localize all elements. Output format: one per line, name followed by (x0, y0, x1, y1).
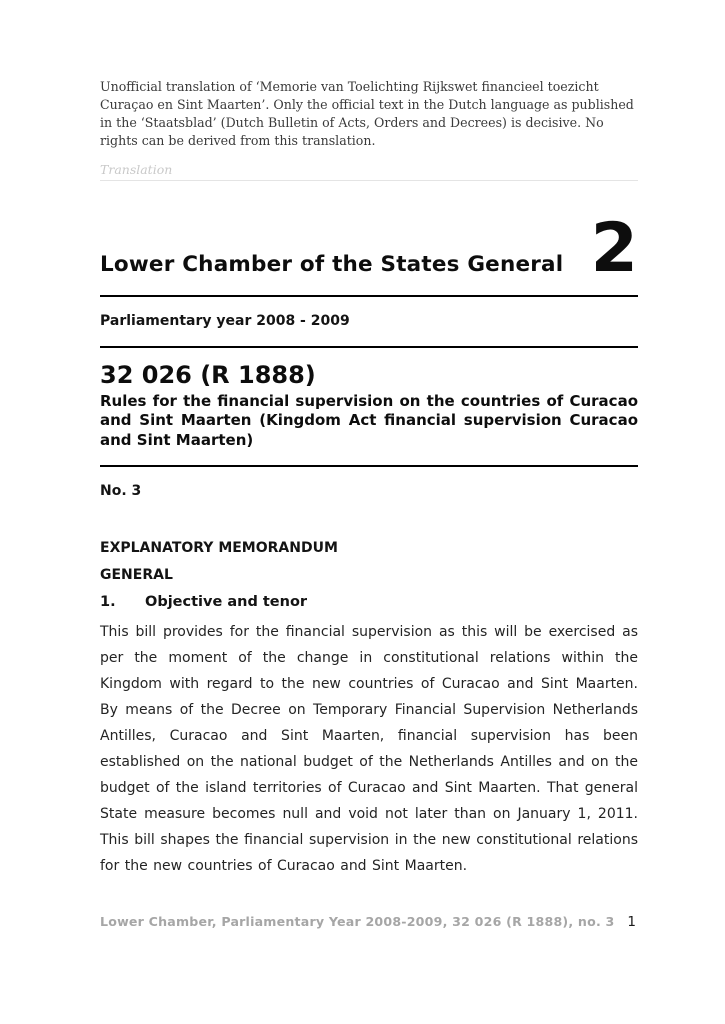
document-header (100, 208, 638, 288)
translation-watermark: Translation (100, 161, 173, 177)
section-title: Objective and tenor (145, 594, 308, 611)
explanatory-memorandum-heading: EXPLANATORY MEMORANDUM (100, 540, 338, 557)
divider-black-top (100, 295, 638, 297)
section-body-paragraph: This bill provides for the financial supervision as this will be exercised as per the moment of the change in constitutional relations within the Kingdom with regard to the new countries of Curacao and Sint Maarten. By means of the Decree on Temporary Financial Supervision Netherlands Antilles, Curacao and Sint Maarten, financial supervision has been established on the national budget of the Netherlands Antilles and on the budget of the island territories of Curacao and Sint Maarten. That general State measure becomes null and void not later than on January 1, 2011. This bill shapes the financial supervision in the new constitutional relations for the new countries of Curacao and Sint Maarten. (100, 624, 638, 875)
chamber-number: 2 (590, 208, 638, 288)
section-number: 1. (100, 594, 116, 611)
unofficial-translation-disclaimer: Unofficial translation of ‘Memorie van Toelichting Rijkswet financieel toezicht Curaçao en Sint Maarten’. Only the official text in the Dutch language as published in the ‘Staatsblad’ (Dutch Bulletin of Acts, Orders and Decrees) is decisive. No rights can be derived from this translation. (100, 79, 634, 148)
parliamentary-year: Parliamentary year 2008 - 2009 (100, 312, 350, 329)
divider-black-bill (100, 465, 638, 467)
footer-reference: Lower Chamber, Parliamentary Year 2008-2009, 32 026 (R 1888), no. 3 (100, 914, 615, 929)
section-heading (100, 593, 638, 611)
page-content (100, 0, 638, 893)
document-number: No. 3 (100, 483, 142, 500)
page-number: 1 (627, 914, 636, 930)
bill-title: Rules for the financial supervision on the countries of Curacao and Sint Maarten (Kingdom Act financial supervision Curacao and Sint Maarten) (100, 391, 638, 449)
chamber-title: Lower Chamber of the States General (100, 251, 564, 277)
page-footer (100, 914, 638, 930)
bill-number: 32 026 (R 1888) (100, 360, 316, 389)
divider-light (100, 180, 638, 181)
general-heading: GENERAL (100, 567, 173, 584)
divider-black-session (100, 346, 638, 348)
